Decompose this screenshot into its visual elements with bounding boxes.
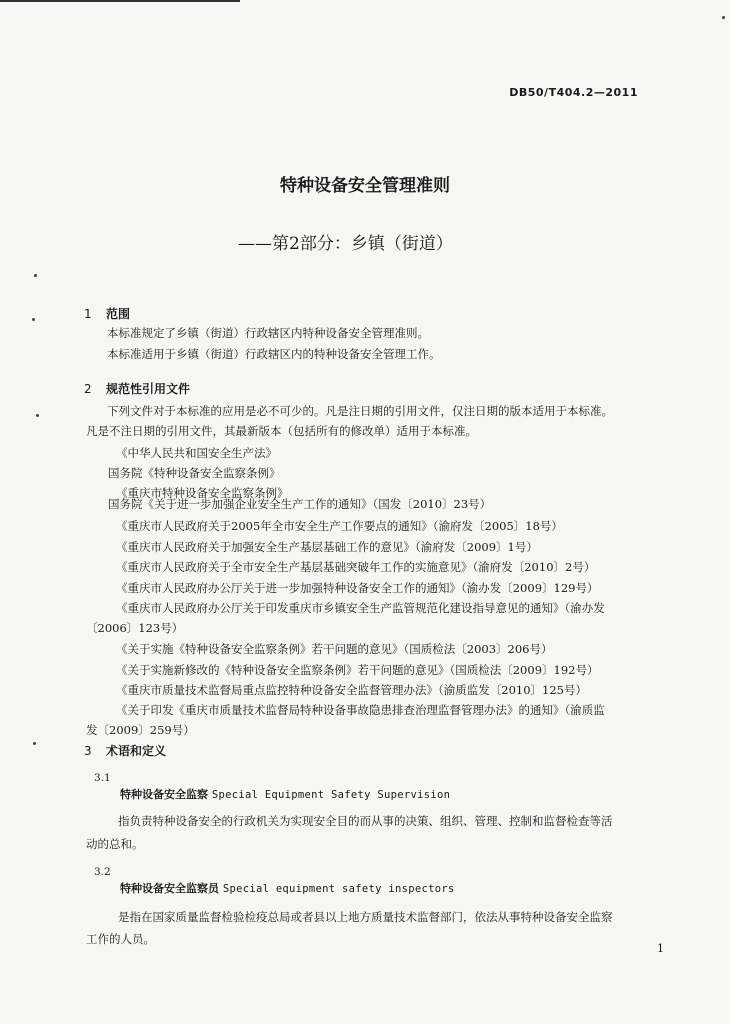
document-code: DB50/T404.2—2011 bbox=[509, 86, 638, 99]
reference-item-continuation: 〔2006〕123号） bbox=[86, 621, 184, 635]
section-number: 1 bbox=[84, 307, 92, 321]
reference-item: 《关于印发《重庆市质量技术监督局特种设备事故隐患排查治理监督管理办法》的通知》（渝质监 bbox=[116, 703, 605, 717]
page-number: 1 bbox=[657, 942, 664, 955]
scan-speck bbox=[36, 414, 39, 417]
section-title: 术语和定义 bbox=[106, 744, 167, 758]
term-english: Special equipment safety inspectors bbox=[222, 883, 455, 895]
term-chinese: 特种设备安全监察员 bbox=[120, 882, 219, 895]
reference-item: 国务院《特种设备安全监察条例》 bbox=[108, 466, 281, 480]
term-definition-line: 指负责特种设备安全的行政机关为实现安全目的而从事的决策、组织、管理、控制和监督检查等活 bbox=[118, 814, 613, 828]
reference-item-continuation: 发〔2009〕259号） bbox=[86, 723, 195, 737]
document-title: 特种设备安全管理准则 bbox=[280, 176, 450, 196]
section-title: 范围 bbox=[106, 307, 131, 321]
scan-speck bbox=[32, 318, 35, 321]
term-number: 3.1 bbox=[94, 772, 111, 784]
term-number: 3.2 bbox=[94, 866, 111, 878]
term-heading bbox=[120, 880, 455, 896]
reference-item: 《重庆市人民政府办公厅关于进一步加强特种设备安全工作的通知》（渝办发〔2009〕129号） bbox=[116, 581, 599, 595]
reference-item: 国务院《关于进一步加强企业安全生产工作的通知》（国发〔2010〕23号） bbox=[108, 497, 492, 511]
references-intro-line: 下列文件对于本标准的应用是必不可少的。凡是注日期的引用文件，仅注日期的版本适用于本标准。 bbox=[107, 404, 613, 418]
section-number: 3 bbox=[84, 744, 92, 758]
section-heading-scope bbox=[84, 305, 130, 322]
term-definition-line: 是指在国家质量监督检验检疫总局或者县以上地方质量技术监督部门，依法从事特种设备安全监察 bbox=[118, 910, 613, 924]
section-heading-references bbox=[84, 380, 190, 397]
scope-paragraph: 本标准适用于乡镇（街道）行政辖区内的特种设备安全管理工作。 bbox=[107, 347, 441, 361]
reference-item: 《重庆市特种设备安全监察条例》 bbox=[116, 486, 289, 500]
term-heading bbox=[120, 786, 450, 802]
section-heading-terms bbox=[84, 742, 166, 759]
scan-edge-line bbox=[0, 0, 240, 2]
section-number: 2 bbox=[84, 382, 92, 396]
term-chinese: 特种设备安全监察 bbox=[120, 788, 208, 801]
scope-paragraph: 本标准规定了乡镇（街道）行政辖区内特种设备安全管理准则。 bbox=[107, 326, 429, 340]
reference-item: 《关于实施新修改的《特种设备安全监察条例》若干问题的意见》（国质检法〔2009〕192号） bbox=[116, 663, 599, 677]
references-intro-line: 凡是不注日期的引用文件，其最新版本（包括所有的修改单）适用于本标准。 bbox=[86, 424, 477, 438]
scan-speck bbox=[33, 742, 36, 745]
reference-item: 《重庆市人民政府关于全市安全生产基层基础突破年工作的实施意见》（渝府发〔2010〕2号） bbox=[116, 560, 596, 574]
section-title: 规范性引用文件 bbox=[106, 382, 191, 396]
reference-item: 《重庆市人民政府关于加强安全生产基层基础工作的意见》（渝府发〔2009〕1号） bbox=[116, 540, 538, 554]
term-definition-line: 工作的人员。 bbox=[86, 932, 155, 946]
document-subtitle: ——第2部分：乡镇（街道） bbox=[238, 234, 453, 254]
term-definition-line: 动的总和。 bbox=[86, 837, 144, 851]
reference-item: 《关于实施《特种设备安全监察条例》若干问题的意见》（国质检法〔2003〕206号） bbox=[116, 642, 553, 656]
reference-item: 《重庆市质量技术监督局重点监控特种设备安全监督管理办法》（渝质监发〔2010〕125号） bbox=[116, 683, 587, 697]
scan-speck bbox=[722, 16, 725, 19]
scan-speck bbox=[34, 274, 37, 277]
reference-item: 《中华人民共和国安全生产法》 bbox=[116, 446, 277, 460]
term-english: Special Equipment Safety Supervision bbox=[211, 789, 451, 801]
reference-item: 《重庆市人民政府办公厅关于印发重庆市乡镇安全生产监管规范化建设指导意见的通知》（渝办发 bbox=[116, 601, 605, 615]
reference-item: 《重庆市人民政府关于2005年全市安全生产工作要点的通知》（渝府发〔2005〕18号） bbox=[116, 519, 563, 533]
